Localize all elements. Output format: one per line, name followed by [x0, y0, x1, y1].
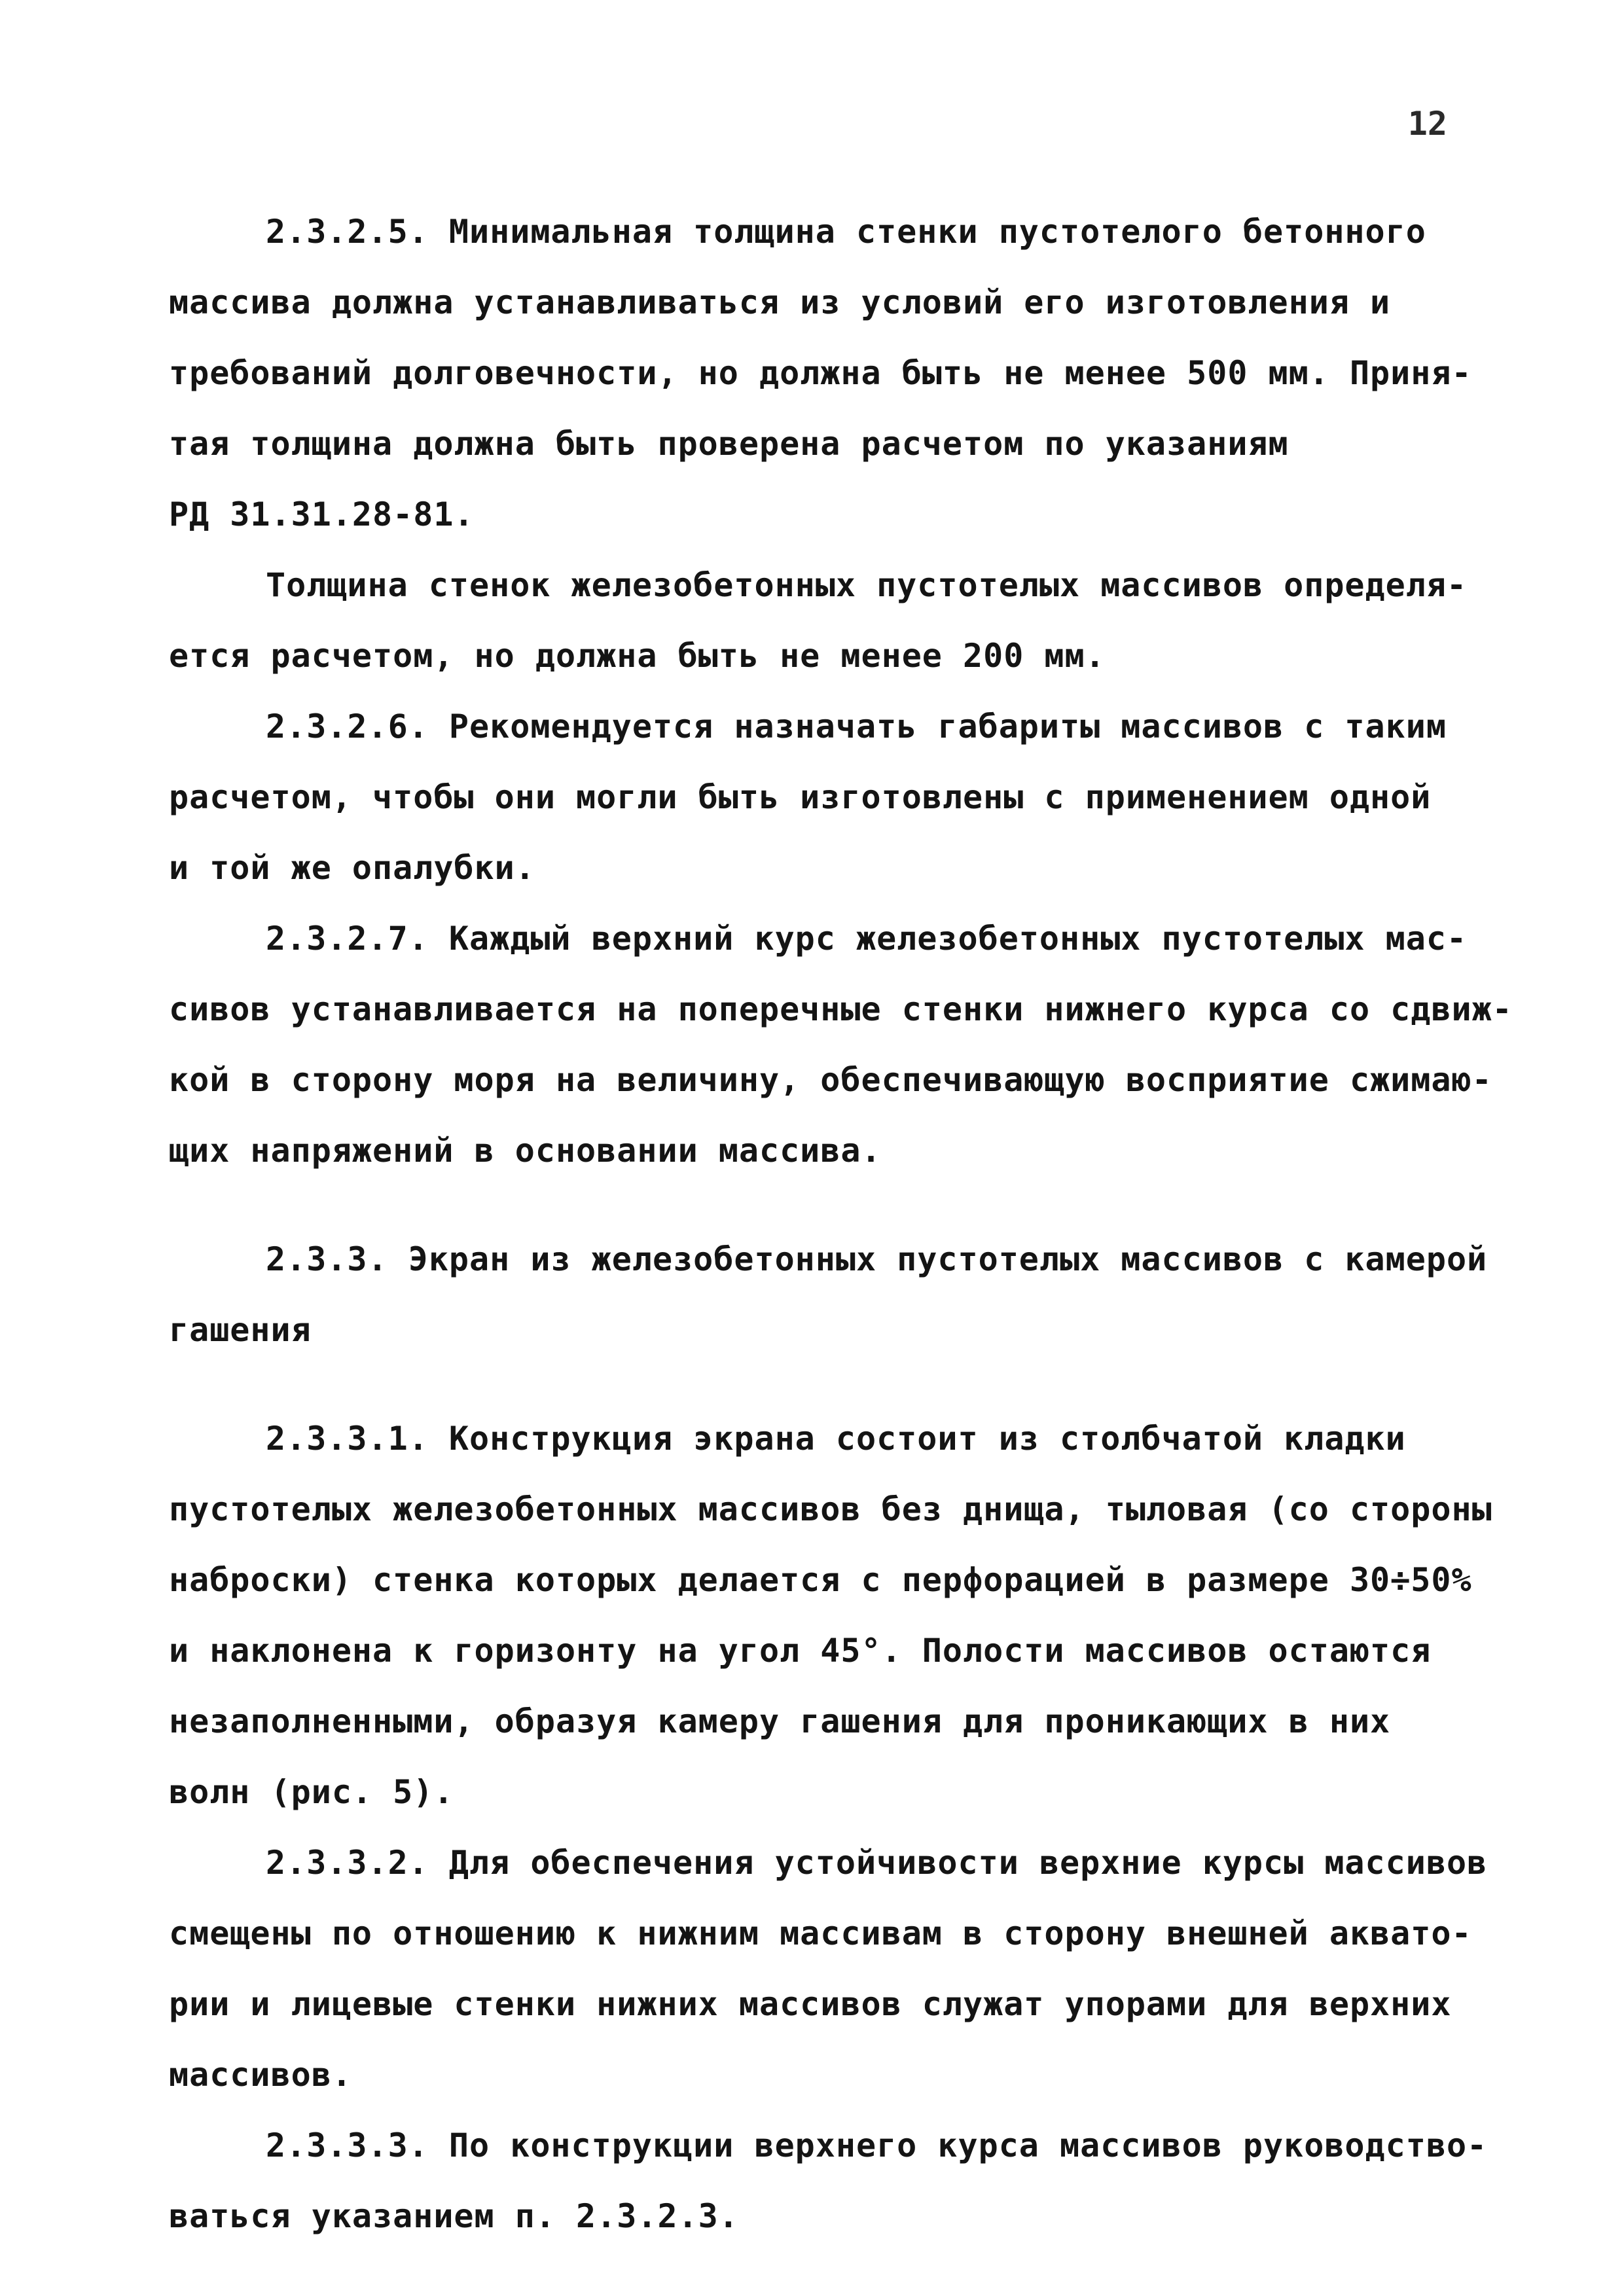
text-line: сивов устанавливается на поперечные стенки нижнего курса со сдвиж- [169, 990, 1513, 1028]
text-line: массива должна устанавливаться из условий его изготовления и [169, 283, 1391, 321]
text-line: 2.3.3.3. По конструкции верхнего курса массивов руководство- [266, 2126, 1488, 2164]
paragraph-2-3-3-3 [169, 2110, 1488, 2251]
section-gap [169, 1186, 1465, 1224]
text-line: 2.3.3.1. Конструкция экрана состоит из столбчатой кладки [266, 1420, 1406, 1458]
text-line: расчетом, чтобы они могли быть изготовлены с применением одной [169, 778, 1432, 816]
paragraph-2-3-3-2 [169, 1827, 1488, 2110]
text-line: Толщина стенок железобетонных пустотелых массивов определя- [266, 566, 1468, 604]
section-gap [169, 1365, 1465, 1403]
text-line: ется расчетом, но должна быть не менее 200 мм. [169, 637, 1106, 675]
text-line: щих напряжений в основании массива. [169, 1132, 882, 1170]
text-line: волн (рис. 5). [169, 1773, 454, 1811]
text-line: незаполненными, образуя камеру гашения для проникающих в них [169, 1702, 1391, 1740]
text-line: 2.3.2.5. Минимальная толщина стенки пустотелого бетонного [266, 213, 1426, 251]
text-line: гашения [169, 1311, 312, 1349]
paragraph-2-3-2-6 [169, 691, 1465, 903]
text-line: массивов. [169, 2056, 352, 2094]
text-line: рии и лицевые стенки нижних массивов служат упорами для верхних [169, 1985, 1452, 2023]
page-number: 12 [1407, 105, 1447, 143]
paragraph-2-3-3-1 [169, 1403, 1492, 1827]
text-line: 2.3.3.2. Для обеспечения устойчивости верхние курсы массивов [266, 1844, 1488, 1882]
text-line: ваться указанием п. 2.3.2.3. [169, 2197, 739, 2235]
text-line: смещены по отношению к нижним массивам в сторону внешней аквато- [169, 1914, 1472, 1952]
text-line: тая толщина должна быть проверена расчетом по указаниям [169, 425, 1289, 463]
text-line: и той же опалубки. [169, 849, 535, 887]
document-body [169, 196, 1513, 2251]
text-line: требований долговечности, но должна быть не менее 500 мм. Приня- [169, 354, 1472, 392]
text-line: кой в сторону моря на величину, обеспечивающую восприятие сжимаю- [169, 1061, 1492, 1099]
section-heading-2-3-3 [169, 1224, 1488, 1365]
text-line: 2.3.3. Экран из железобетонных пустотелых массивов с камерой [266, 1240, 1488, 1278]
paragraph-wall-thickness [169, 550, 1468, 691]
text-line: пустотелых железобетонных массивов без днища, тыловая (со стороны [169, 1490, 1492, 1528]
paragraph-2-3-2-7 [169, 903, 1513, 1186]
text-line: 2.3.2.6. Рекомендуется назначать габариты массивов с таким [266, 708, 1447, 745]
text-line: РД 31.31.28-81. [169, 495, 475, 533]
text-line: 2.3.2.7. Каждый верхний курс железобетонных пустотелых мас- [266, 920, 1468, 958]
text-line: наброски) стенка которых делается с перфорацией в размере 30÷50% [169, 1561, 1472, 1599]
text-line: и наклонена к горизонту на угол 45°. Полости массивов остаются [169, 1632, 1432, 1670]
paragraph-2-3-2-5 [169, 196, 1472, 550]
